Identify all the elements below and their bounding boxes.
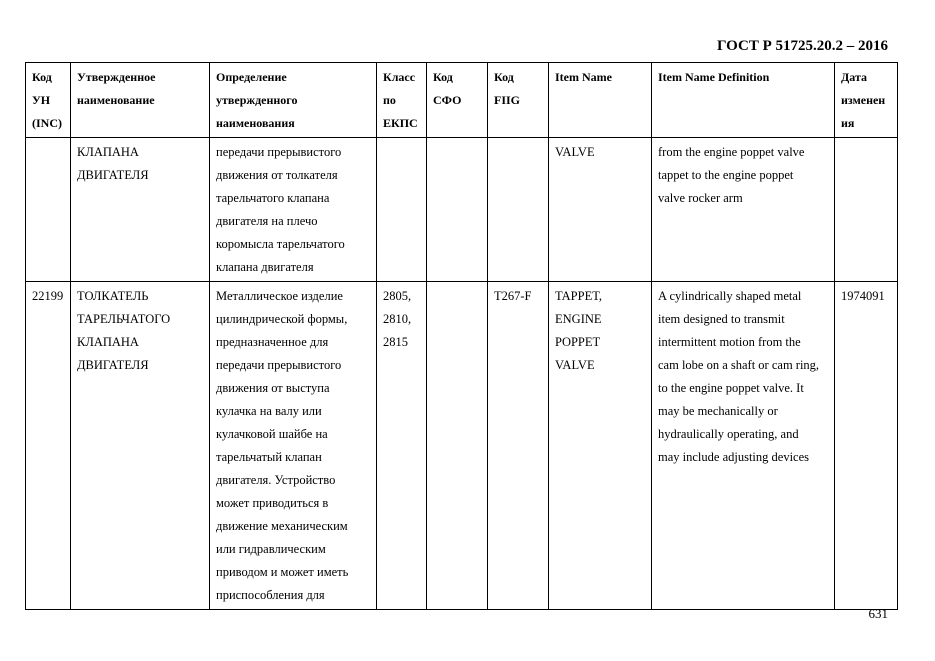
cell-text: движения от выступа [216, 381, 330, 395]
header-text: Код [433, 70, 453, 84]
col-item-name-header [549, 63, 652, 138]
header-text: СФО [433, 93, 462, 107]
cell-text: передачи прерывистого [216, 358, 342, 372]
header-text: Item Name [555, 70, 612, 84]
table-row [26, 138, 898, 282]
name-cell [71, 282, 210, 610]
cell-text: двигателя на плечо [216, 214, 318, 228]
document-header: ГОСТ Р 51725.20.2 – 2016 [716, 38, 888, 54]
cell-text: from the engine poppet valve [658, 145, 805, 159]
col-inc-header [26, 63, 71, 138]
header-text: Утвержденное [77, 70, 156, 84]
cell-text: 1974091 [841, 289, 885, 303]
cell-text: to the engine poppet valve. It [658, 381, 804, 395]
date-cell [835, 138, 898, 282]
col-fiig-header [488, 63, 549, 138]
header-text: Класс [383, 70, 416, 84]
inc-cell [26, 138, 71, 282]
col-date-header [835, 63, 898, 138]
cell-text: двигателя. Устройство [216, 473, 336, 487]
cell-text: кулачка на валу или [216, 404, 322, 418]
header-text: наименование [77, 93, 155, 107]
item-name-cell [549, 282, 652, 610]
cell-text: клапана двигателя [216, 260, 314, 274]
cell-text: ДВИГАТЕЛЯ [77, 168, 149, 182]
sfo-cell [427, 138, 488, 282]
cell-text: tappet to the engine poppet [658, 168, 794, 182]
item-name-cell [549, 138, 652, 282]
cell-text: 2815 [383, 335, 408, 349]
col-class-header [377, 63, 427, 138]
cell-text: КЛАПАНА [77, 335, 139, 349]
cell-text: цилиндрической формы, [216, 312, 348, 326]
page-number: 631 [868, 606, 888, 621]
fiig-cell [488, 138, 549, 282]
header-text: по [383, 93, 396, 107]
cell-text: коромысла тарельчатого [216, 237, 345, 251]
cell-text: VALVE [555, 145, 595, 159]
inc-cell [26, 282, 71, 610]
col-definition-header [210, 63, 377, 138]
cell-text: T267-F [494, 289, 532, 303]
cell-text: движение механическим [216, 519, 348, 533]
item-def-cell [652, 138, 835, 282]
cell-text: POPPET [555, 335, 601, 349]
cell-text: ДВИГАТЕЛЯ [77, 358, 149, 372]
name-cell [71, 138, 210, 282]
cell-text: ТОЛКАТЕЛЬ [77, 289, 149, 303]
class-cell [377, 282, 427, 610]
fiig-cell [488, 282, 549, 610]
cell-text: VALVE [555, 358, 595, 372]
col-name-header [71, 63, 210, 138]
header-text: Дата [841, 70, 867, 84]
definition-cell [210, 138, 377, 282]
cell-text: 22199 [32, 289, 64, 303]
cell-text: тарельчатого клапана [216, 191, 330, 205]
cell-text: передачи прерывистого [216, 145, 342, 159]
date-cell [835, 282, 898, 610]
header-text: изменен [841, 93, 886, 107]
cell-text: предназначенное для [216, 335, 329, 349]
header-text: Определение [216, 70, 287, 84]
header-text: ия [841, 116, 855, 130]
cell-text: 2810, [383, 312, 412, 326]
sfo-cell [427, 282, 488, 610]
classifier-table [25, 62, 898, 610]
col-item-def-header [652, 63, 835, 138]
header-text: утвержденного [216, 93, 298, 107]
header-text: Код [494, 70, 514, 84]
cell-text: Металлическое изделие [216, 289, 343, 303]
header-text: (INC) [32, 116, 62, 130]
cell-text: valve rocker arm [658, 191, 743, 205]
class-cell [377, 138, 427, 282]
definition-cell [210, 282, 377, 610]
cell-text: или гидравлическим [216, 542, 326, 556]
header-text: Item Name Definition [658, 70, 770, 84]
cell-text: intermittent motion from the [658, 335, 801, 349]
cell-text: кулачковой шайбе на [216, 427, 328, 441]
table-row [26, 282, 898, 610]
header-text: УН [32, 93, 51, 107]
col-sfo-header [427, 63, 488, 138]
cell-text: ENGINE [555, 312, 602, 326]
table-header-row [26, 63, 898, 138]
cell-text: может приводиться в [216, 496, 329, 510]
cell-text: ТАРЕЛЬЧАТОГО [77, 312, 171, 326]
cell-text: A cylindrically shaped metal [658, 289, 802, 303]
cell-text: may include adjusting devices [658, 450, 810, 464]
cell-text: тарельчатый клапан [216, 450, 322, 464]
cell-text: may be mechanically or [658, 404, 778, 418]
cell-text: TAPPET, [555, 289, 603, 303]
cell-text: hydraulically operating, and [658, 427, 799, 441]
cell-text: приспособления для [216, 588, 325, 602]
header-text: Код [32, 70, 52, 84]
header-text: наименования [216, 116, 295, 130]
header-text: FIIG [494, 93, 521, 107]
item-def-cell [652, 282, 835, 610]
header-text: ЕКПС [383, 116, 418, 130]
cell-text: приводом и может иметь [216, 565, 349, 579]
cell-text: item designed to transmit [658, 312, 785, 326]
cell-text: cam lobe on a shaft or cam ring, [658, 358, 820, 372]
cell-text: движения от толкателя [216, 168, 338, 182]
cell-text: КЛАПАНА [77, 145, 139, 159]
cell-text: 2805, [383, 289, 412, 303]
